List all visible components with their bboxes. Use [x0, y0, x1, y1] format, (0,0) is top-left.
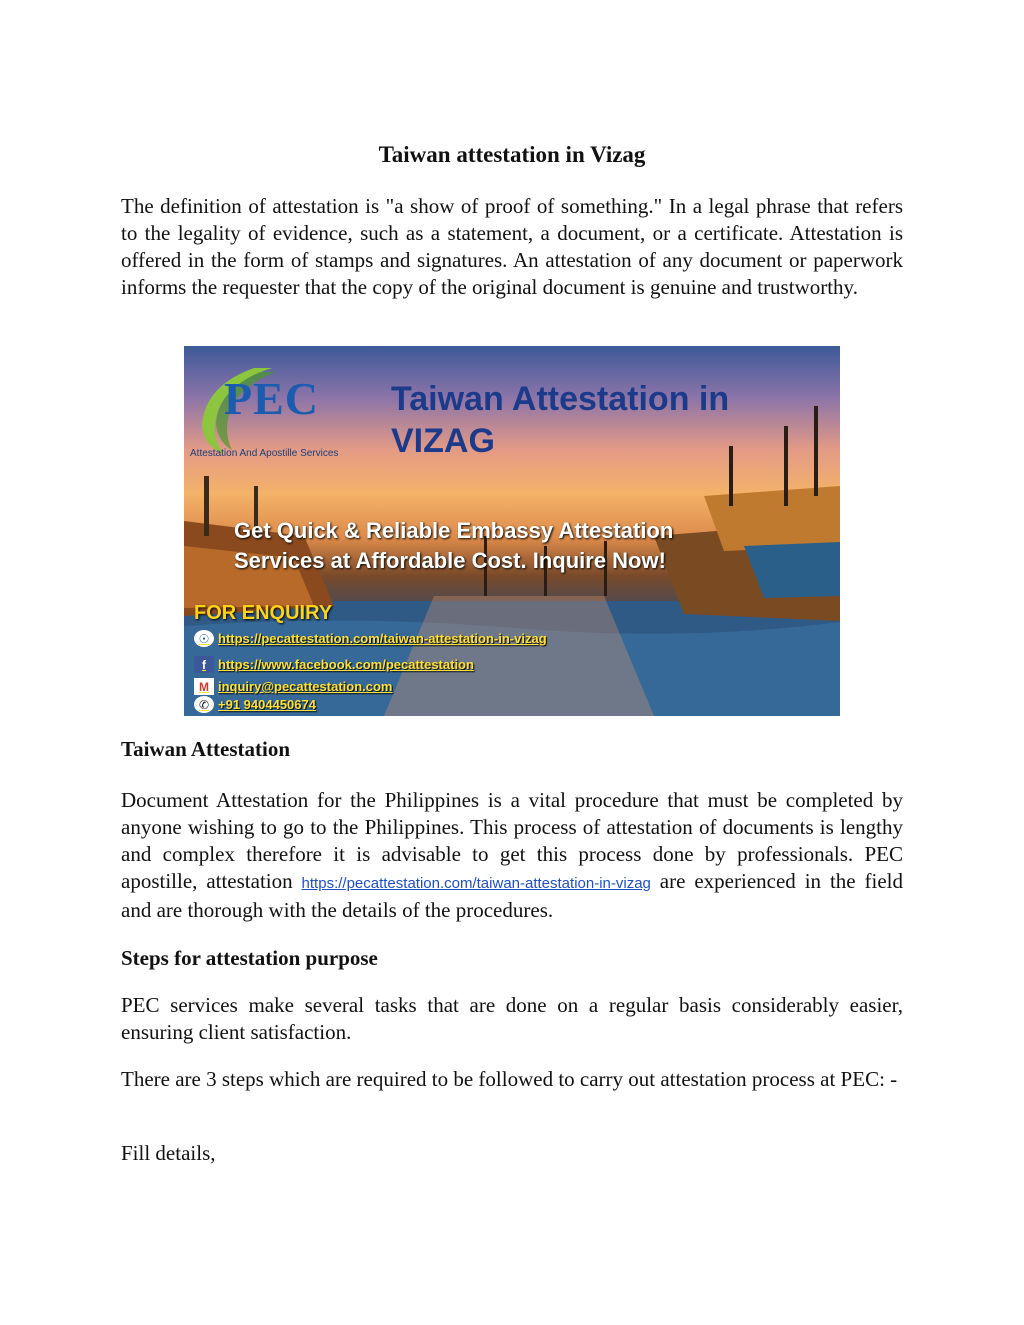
section1-text-before-link: Document Attestation for the Philippines is a vital procedure that must be completed by anyone wishing to go to the Philippines. This process of attestation of documents is lengthy and complex therefore it is advisable to get this process done by professionals. PEC apostille, attestation	[121, 788, 903, 893]
banner-tagline-line2: Services at Affordable Cost. Inquire Now!	[234, 548, 666, 573]
attestation-link[interactable]: https://pecattestation.com/taiwan-attestation-in-vizag	[301, 875, 651, 892]
banner-phone-text: +91 9404450674	[218, 697, 316, 712]
banner-tagline-line1: Get Quick & Reliable Embassy Attestation	[234, 518, 674, 543]
banner-website	[194, 630, 547, 647]
section-heading-taiwan-attestation: Taiwan Attestation	[121, 737, 290, 761]
banner-phone	[194, 696, 316, 713]
enquiry-label: FOR ENQUIRY	[194, 602, 333, 624]
section2-paragraph3: Fill details,	[121, 1141, 216, 1165]
section2-paragraph1: PEC services make several tasks that are done on a regular basis considerably easier, ensuring client satisfaction.	[121, 993, 903, 1044]
section2-paragraph2: There are 3 steps which are required to be followed to carry out attestation process at PEC: -	[121, 1067, 898, 1091]
banner-facebook-text: https://www.facebook.com/pecattestation	[218, 657, 474, 672]
section1-text-after-link: are experienced in the field and are thorough with the details of the procedures.	[121, 869, 903, 922]
facebook-icon: f	[194, 656, 214, 673]
banner-website-text: https://pecattestation.com/taiwan-attestation-in-vizag	[218, 631, 547, 646]
banner-email	[194, 678, 392, 695]
section1-paragraph	[121, 787, 903, 924]
section-heading-steps: Steps for attestation purpose	[121, 946, 378, 970]
promo-banner-image	[184, 346, 840, 716]
mail-icon: M	[194, 678, 214, 695]
intro-paragraph: The definition of attestation is "a show of proof of something." In a legal phrase that refers to the legality of evidence, such as a statement, a document, or a certificate. Attestation is offered in the form of stamps and signatures. An attestation of any document or paperwork informs the requester that the copy of the original document is genuine and trustworthy.	[121, 194, 903, 299]
logo-subtitle: Attestation And Apostille Services	[190, 448, 339, 459]
globe-icon: ☉	[194, 630, 214, 647]
phone-icon: ✆	[194, 696, 214, 713]
page-title: Taiwan attestation in Vizag	[378, 142, 646, 167]
pec-logo: PEC	[224, 373, 319, 424]
banner-title-line1: Taiwan Attestation in	[391, 380, 730, 418]
banner-facebook	[194, 656, 474, 673]
banner-title-line2: VIZAG	[391, 422, 495, 460]
banner-email-text: inquiry@pecattestation.com	[218, 679, 393, 694]
